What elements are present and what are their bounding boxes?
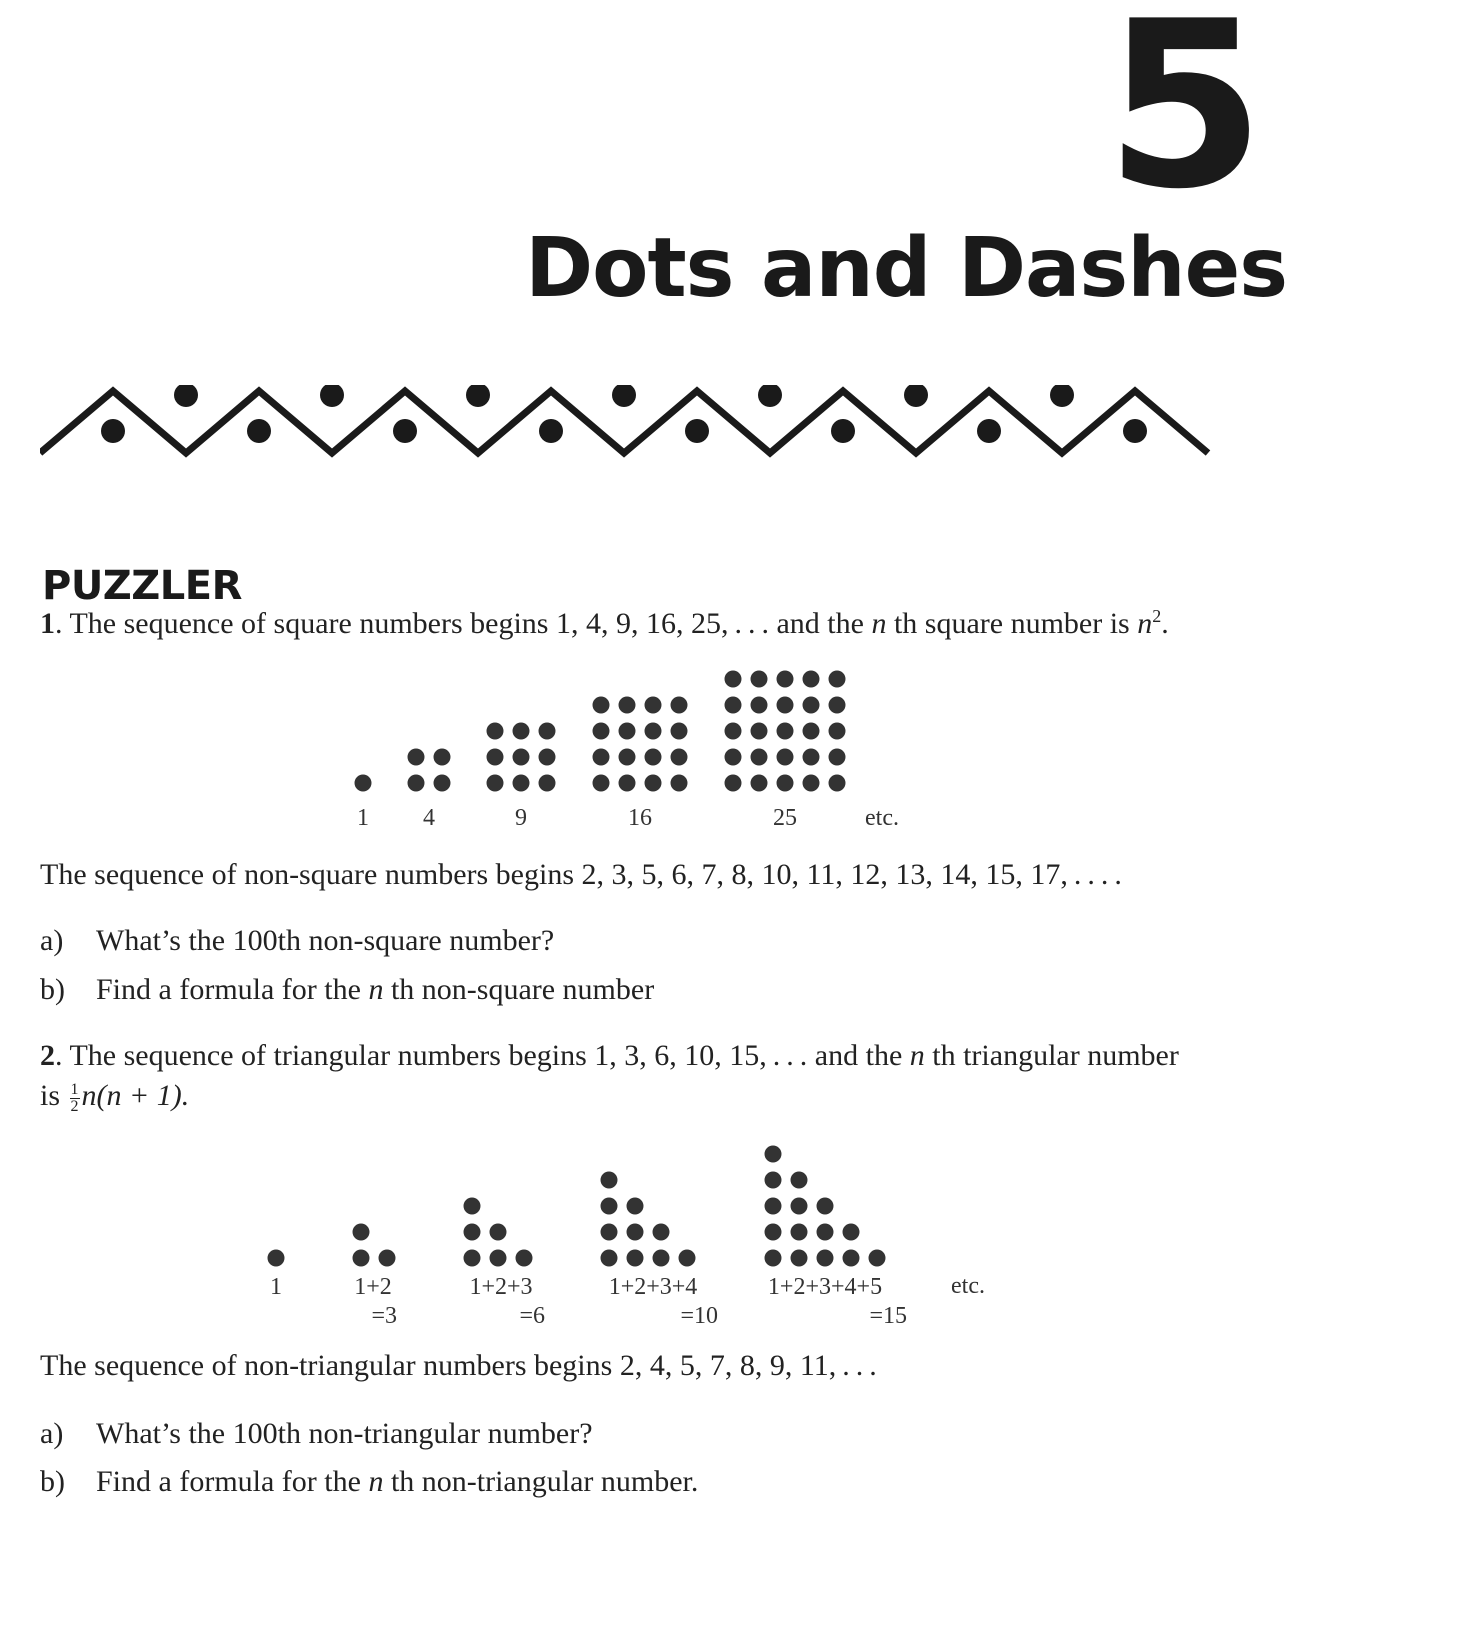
triangle-dot: [379, 1250, 396, 1267]
triangle-dot: [817, 1250, 834, 1267]
triangle-dot: [627, 1198, 644, 1215]
part-marker: a): [40, 1417, 64, 1450]
triangle-dot: [464, 1250, 481, 1267]
problem-1-intro-text-a: . The sequence of square numbers begins 1, 4, 9, 16, 25, . . . and the: [55, 607, 872, 640]
chapter-number: 5: [1104, 0, 1259, 240]
triangle-dot: [268, 1250, 285, 1267]
triangle-sum-label: 1+2+3: [469, 1274, 533, 1300]
triangle-dot: [601, 1224, 618, 1241]
triangle-dot: [765, 1172, 782, 1189]
triangle-dot: [601, 1250, 618, 1267]
triangle-sum-label: 1+2+3+4+5: [767, 1274, 883, 1300]
triangle-sum-label: 1+2+3+4: [608, 1274, 698, 1300]
triangle-dot: [791, 1250, 808, 1267]
triangle-dot: [679, 1250, 696, 1267]
square-etc-label: etc.: [865, 805, 899, 831]
problem-2-part-b: [40, 1462, 698, 1501]
triangle-dot: [490, 1224, 507, 1241]
triangle-dot: [765, 1198, 782, 1215]
triangle-dot: [627, 1250, 644, 1267]
triangle-result-label: =6: [519, 1303, 545, 1329]
part-var: n: [368, 973, 384, 1006]
part-marker: b): [40, 973, 65, 1006]
triangle-sum-label: 1+2: [354, 1274, 392, 1300]
triangle-dot: [653, 1250, 670, 1267]
triangle-dot: [601, 1172, 618, 1189]
triangle-result-label: =10: [680, 1303, 718, 1329]
part-text: What’s the 100th non-triangular number?: [96, 1417, 593, 1450]
problem-1-var-2: n: [1137, 607, 1153, 640]
triangle-dot: [353, 1250, 370, 1267]
triangle-etc-label: etc.: [951, 1273, 985, 1299]
part-text: Find a formula for the: [96, 1465, 369, 1498]
triangle-dot: [653, 1224, 670, 1241]
triangle-result-label: =3: [371, 1303, 397, 1329]
problem-1-exponent: 2: [1152, 606, 1162, 626]
square-label: 4: [423, 805, 435, 831]
triangle-dot: [490, 1250, 507, 1267]
square-label: 1: [357, 805, 369, 831]
triangle-dot: [765, 1250, 782, 1267]
section-heading: PUZZLER: [42, 563, 242, 609]
problem-1-number: 1: [40, 607, 55, 640]
problem-2-intro-text-a: . The sequence of triangular numbers begins 1, 3, 6, 10, 15, . . . and the: [55, 1039, 910, 1072]
triangle-dot: [516, 1250, 533, 1267]
problem-2-intro-text-b: th triangular number: [924, 1039, 1179, 1072]
problem-1-intro-text-c: .: [1161, 607, 1169, 640]
problem-1-var: n: [871, 607, 887, 640]
triangle-dot: [869, 1250, 886, 1267]
triangle-dot: [765, 1146, 782, 1163]
triangle-dot: [353, 1224, 370, 1241]
triangle-dot: [464, 1224, 481, 1241]
non-square-sequence-text: The sequence of non-square numbers begins 2, 3, 5, 6, 7, 8, 10, 11, 12, 13, 14, 15, 17, . . . .: [40, 858, 1122, 891]
problem-2-number: 2: [40, 1039, 55, 1072]
square-label: 25: [773, 805, 797, 831]
square-label: 9: [515, 805, 527, 831]
triangle-dot: [791, 1198, 808, 1215]
part-marker: b): [40, 1465, 65, 1498]
square-label: 16: [628, 805, 652, 831]
part-text: Find a formula for the: [96, 973, 369, 1006]
part-text-post: th non-triangular number.: [383, 1465, 699, 1498]
part-text-post: th non-square number: [383, 973, 655, 1006]
triangle-dot: [627, 1224, 644, 1241]
triangle-dot: [843, 1224, 860, 1241]
triangular-formula: n(n + 1).: [81, 1079, 190, 1112]
non-triangular-sequence-text: The sequence of non-triangular numbers begins 2, 4, 5, 7, 8, 9, 11, . . .: [40, 1349, 877, 1382]
chapter-title: Dots and Dashes: [525, 221, 1287, 316]
triangle-sum-label: 1: [270, 1274, 282, 1300]
triangle-dot: [843, 1250, 860, 1267]
triangle-dot: [791, 1224, 808, 1241]
triangle-result-label: =15: [869, 1303, 907, 1329]
fraction-denominator: 2: [70, 1097, 79, 1115]
triangle-dot: [817, 1224, 834, 1241]
part-marker: a): [40, 924, 64, 957]
problem-2-var: n: [909, 1039, 925, 1072]
triangle-dot: [601, 1198, 618, 1215]
triangle-dot: [791, 1172, 808, 1189]
part-var: n: [368, 1465, 384, 1498]
triangle-dot: [765, 1224, 782, 1241]
formula-prefix: is: [40, 1079, 68, 1112]
part-text: What’s the 100th non-square number?: [96, 924, 555, 957]
triangle-dot: [464, 1198, 481, 1215]
triangle-dot: [817, 1198, 834, 1215]
problem-2-part-a: [40, 1414, 593, 1453]
problem-1-intro-text-b: th square number is: [886, 607, 1138, 640]
fraction-numerator: 1: [70, 1080, 79, 1098]
